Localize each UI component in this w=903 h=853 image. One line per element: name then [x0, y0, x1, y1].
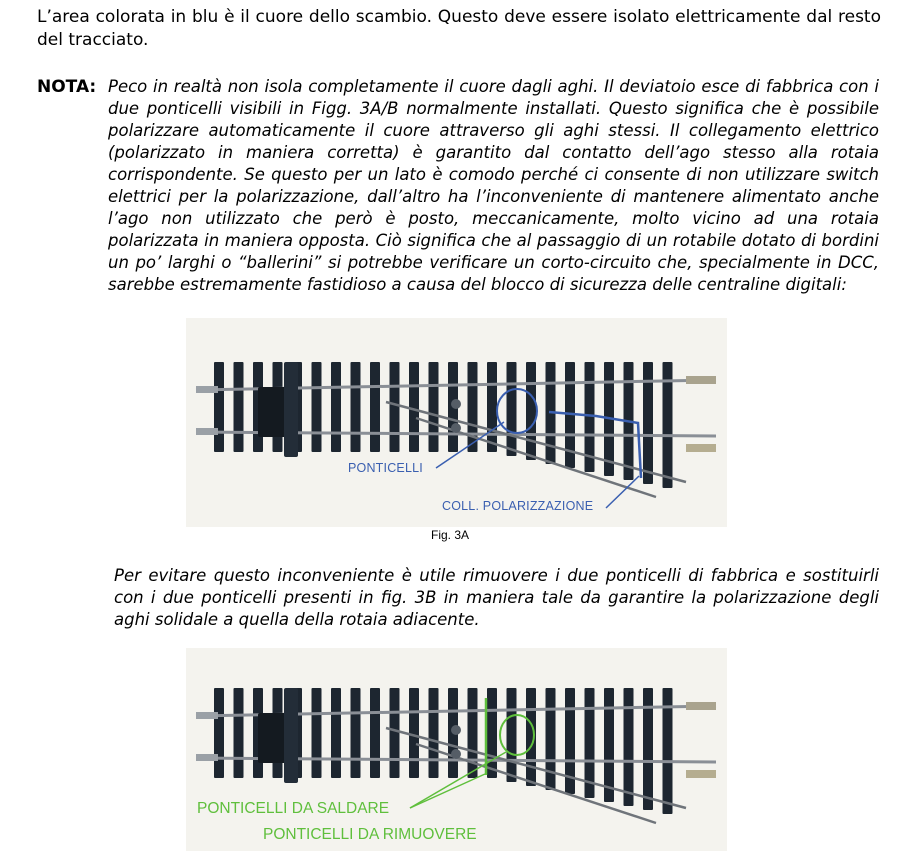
figure-3a-caption: Fig. 3A: [431, 528, 470, 542]
sleeper: [507, 688, 517, 782]
sleeper: [604, 688, 614, 802]
sleeper: [390, 688, 400, 778]
sleeper: [214, 362, 224, 452]
sleeper: [526, 362, 536, 460]
intro-paragraph: L’area colorata in blu è il cuore dello scambio. Questo deve essere isolato elettricamente dal resto del tracciato.: [37, 7, 881, 50]
sleeper: [390, 362, 400, 452]
sleeper: [214, 688, 224, 778]
sleeper: [312, 362, 322, 452]
sleeper: [487, 688, 497, 778]
label-ponticelli: PONTICELLI: [348, 461, 423, 475]
sleeper: [507, 362, 517, 456]
tie-bar: [284, 688, 298, 783]
sleeper: [429, 688, 439, 778]
sleeper: [429, 362, 439, 452]
label-coll-polarizzazione: COLL. POLARIZZAZIONE: [442, 499, 594, 513]
sleeper: [370, 688, 380, 778]
switch-motor-housing: [258, 387, 288, 437]
sleeper: [409, 362, 419, 452]
sleeper: [624, 688, 634, 806]
sleeper: [312, 688, 322, 778]
rail-joiner: [686, 376, 716, 384]
middle-paragraph: Per evitare questo inconveniente è utile rimuovere i due ponticelli di fabbrica e sostituirli con i due ponticelli presenti in fig. 3B in maniera tale da garantire la polarizzazione degli aghi solidale a quella della rotaia adiacente.: [114, 566, 879, 629]
sleeper: [234, 688, 244, 778]
sleeper: [487, 362, 497, 452]
sleeper: [234, 362, 244, 452]
sleeper: [351, 362, 361, 452]
saldare-pointer: [410, 774, 485, 808]
figure-3a: [186, 318, 727, 527]
rivet: [451, 725, 461, 735]
note-label: NOTA:: [37, 77, 97, 97]
polarizzazione-pointer: [606, 476, 639, 508]
rail-joiner: [686, 770, 716, 778]
rivet: [451, 399, 461, 409]
rail-joiner: [686, 702, 716, 710]
tie-bar: [284, 362, 298, 457]
rail-joiner: [686, 444, 716, 452]
sleeper: [546, 688, 556, 790]
sleeper: [370, 362, 380, 452]
rail-joiner: [196, 386, 218, 393]
switch-motor-housing: [258, 713, 288, 763]
turnout-photo-3b: [186, 648, 727, 851]
label-ponticelli-da-saldare: PONTICELLI DA SALDARE: [197, 800, 390, 817]
rail-joiner: [196, 428, 218, 435]
turnout-photo-3a: [186, 318, 727, 527]
sleeper: [351, 688, 361, 778]
figure-3b: [186, 648, 727, 851]
sleeper: [331, 688, 341, 778]
sleeper: [409, 688, 419, 778]
rivet: [451, 749, 461, 759]
rail-joiner: [196, 754, 218, 761]
sleeper: [331, 362, 341, 452]
rail-joiner: [196, 712, 218, 719]
rivet: [451, 423, 461, 433]
note-paragraph: Peco in realtà non isola completamente il cuore dagli aghi. Il deviatoio esce di fabbrica con i due ponticelli visibili in Figg. 3A/B normalmente installati. Questo significa che è possibile polarizzare automaticamente il cuore attraverso gli aghi stessi. Il collegamento elettrico (polarizzato in maniera corretta) è garantito dal contatto dell’ago stesso alla rotaia corrispondente. Se questo per un lato è comodo perché ci consente di non utilizzare switch elettrici per la polarizzazione, dall’altro ha l’inconveniente di mantenere alimentato anche l’ago non utilizzato che però è posto, meccanicamente, molto vicino ad una rotaia polarizzata in maniera opposta. Ciò significa che al passaggio di un rotabile dotato di bordini un po’ larghi o “ballerini” si potrebbe verificare un corto-circuito che, specialmente in DCC, sarebbe estremamente fastidioso a causa del blocco di sicurezza delle centraline digitali:: [108, 77, 879, 294]
label-ponticelli-da-rimuovere: PONTICELLI DA RIMUOVERE: [263, 826, 477, 843]
